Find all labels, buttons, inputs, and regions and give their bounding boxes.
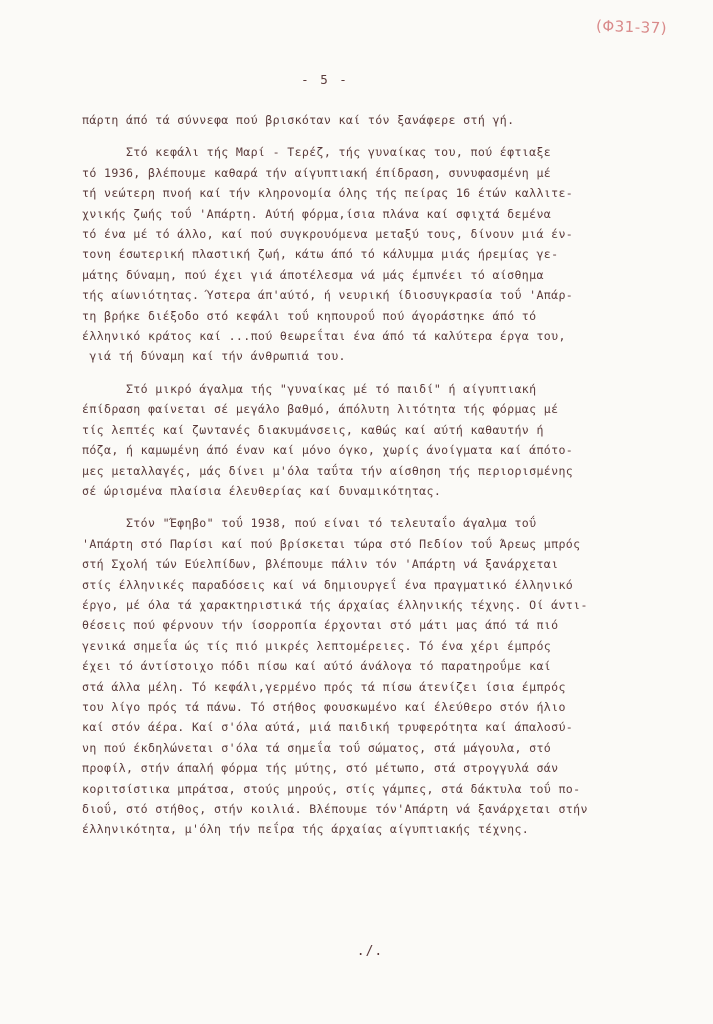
text-line: γενικά σημεΐα ώς τίς πιό μικρές λεπτομέρειες. Τό ένα χέρι έμπρός: [82, 638, 552, 653]
paragraph-3: [82, 379, 682, 501]
text-line: τό 1936, βλέπουμε καθαρά τήν αίγυπτιακή έπίδραση, συνυφασμένη μέ: [82, 165, 552, 180]
text-line: έλληνικό κράτος καί ...πού θεωρεΐται ένα άπό τά καλύτερα έργα του,: [82, 329, 566, 344]
text-line: μες μεταλλαγές, μάς δίνει μ'όλα ταΰτα τήν αίσθηση τής περιορισμένης: [82, 463, 574, 478]
text-line: θέσεις πού φέρνουν τήν ίσορροπία έρχονται στό μάτι μας άπό τά πιό: [82, 618, 559, 633]
text-line: 'Απάρτη στό Παρίσι καί πού βρίσκεται τώρα στό Πεδίον τοΰ Άρεως μπρός: [82, 536, 581, 551]
text-line: γιά τή δύναμη καί τήν άνθρωπιά του.: [82, 349, 346, 364]
text-line: Στό κεφάλι τής Μαρί - Τερέζ, τής γυναίκας του, πού έφτιαξε: [82, 145, 552, 160]
archive-code-annotation: (Φ31-37): [595, 16, 668, 38]
text-line: Στό μικρό άγαλμα τής "γυναίκας μέ τό παιδί" ή αίγυπτιακή: [82, 381, 537, 396]
text-line: έλληνικότητα, μ'όλη τήν πεΐρα τής άρχαίας αίγυπτιακής τέχνης.: [82, 822, 530, 837]
text-line: μάτης δύναμη, πού έχει γιά άποτέλεσμα νά μάς έμπνέει τό αίσθημα: [82, 267, 544, 282]
page-number: - 5 -: [301, 72, 349, 87]
text-line: του λίγο πρός τά πάνω. Τό στήθος φουσκωμένο καί έλεύθερο στόν ήλιο: [82, 699, 566, 714]
text-line: προφίλ, στήν άπαλή φόρμα τής μύτης, στό μέτωπο, στά στρογγυλά σάν: [82, 761, 559, 776]
text-line: διοΰ, στό στήθος, στήν κοιλιά. Βλέπουμε τόν'Απάρτη νά ξανάρχεται στήν: [82, 802, 588, 816]
paragraph-4: [82, 513, 682, 840]
text-line: έπίδραση φαίνεται σέ μεγάλο βαθμό, άπόλυτη λιτότητα τής φόρμας μέ: [82, 402, 559, 417]
text-line: πόζα, ή καμωμένη άπό έναν καί μόνο όγκο, χωρίς άνοίγματα καί άπότο-: [82, 443, 574, 458]
text-line: χνικής ζωής τοΰ 'Απάρτη. Αύτή φόρμα,ίσια πλάνα καί σφιχτά δεμένα: [82, 206, 552, 221]
text-line: πάρτη άπό τά σύννεφα πού βρισκόταν καί τόν ξανάφερε στή γή.: [82, 113, 515, 127]
text-line: έργο, μέ όλα τά χαρακτηριστικά τής άρχαίας έλληνικής τέχνης. Οί άντι-: [82, 597, 588, 612]
paragraph-2: [82, 142, 682, 366]
end-mark: ./.: [356, 944, 384, 959]
text-line: τό ένα μέ τό άλλο, καί πού συγκρουόμενα μεταξύ τους, δίνουν μιά έν-: [82, 227, 574, 242]
text-line: στά άλλα μέλη. Τό κεφάλι,γερμένο πρός τά πίσω άτενίζει ίσια έμπρός: [82, 679, 566, 694]
text-line: τονη έσωτερική πλαστική ζωή, κάτω άπό τό κάλυμμα μιάς ήρεμίας γε-: [82, 247, 559, 262]
paragraph-1: [82, 110, 682, 130]
text-line: στή Σχολή τών Εύελπίδων, βλέπουμε πάλιν τόν 'Απάρτη νά ξανάρχεται: [82, 557, 559, 572]
text-line: σέ ώρισμένα πλαίσια έλευθερίας καί δυναμικότητας.: [82, 483, 442, 498]
text-line: νη πού έκδηλώνεται σ'όλα τά σημεΐα τοΰ σώματος, στά μάγουλα, στό: [82, 740, 552, 755]
text-line: κοριτσίστικα μπράτσα, στούς μηρούς, στίς γάμπες, στά δάκτυλα τοΰ πο-: [82, 781, 581, 796]
text-line: τίς λεπτές καί ζωντανές διακυμάνσεις, καθώς καί αύτή καθαυτήν ή: [82, 422, 544, 437]
text-line: στίς έλληνικές παραδόσεις καί νά δημιουργεΐ ένα πραγματικό έλληνικό: [82, 577, 574, 592]
text-line: Στόν "Έφηβο" τοΰ 1938, πού είναι τό τελευταΐο άγαλμα τοΰ: [82, 516, 537, 531]
text-line: καί στόν άέρα. Καί σ'όλα αύτά, μιά παιδική τρυφερότητα καί άπαλοσύ-: [82, 720, 574, 735]
body-text: [82, 110, 682, 840]
text-line: τή νεώτερη πνοή καί τήν κληρονομία όλης τής πείρας 16 έτών καλλιτε-: [82, 186, 574, 201]
text-line: τη βρήκε διέξοδο στό κεφάλι τοΰ κηπουροΰ πού άγοράστηκε άπό τό: [82, 308, 537, 323]
text-line: τής αίωνιότητας. Ύστερα άπ'αύτό, ή νευρική ίδιοσυγκρασία τοΰ 'Απάρ-: [82, 288, 574, 303]
text-line: έχει τό άντίστοιχο πόδι πίσω καί αύτό άνάλογα τό παρατηροΰμε καί: [82, 659, 552, 674]
